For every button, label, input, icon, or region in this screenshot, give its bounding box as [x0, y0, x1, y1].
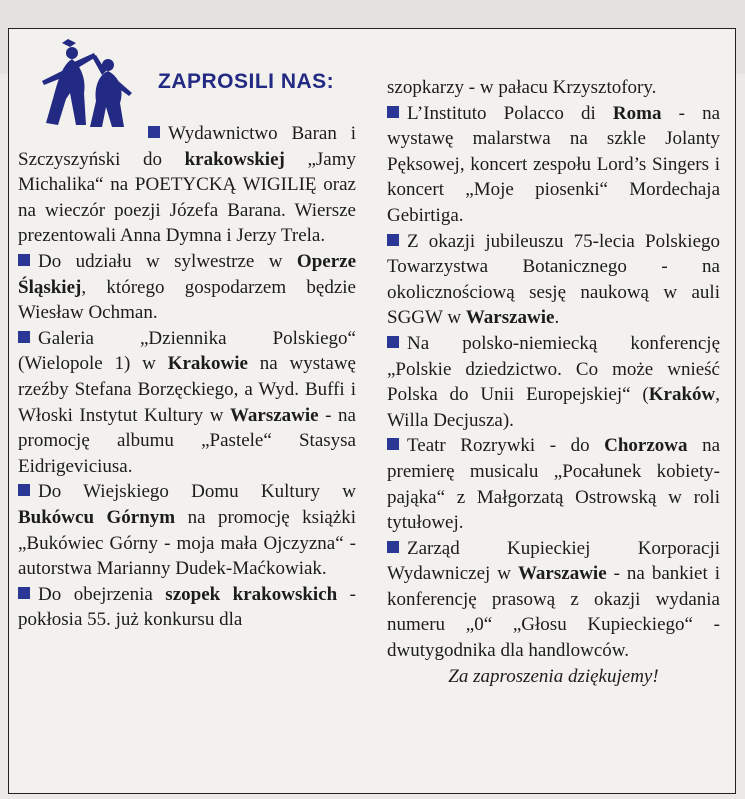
square-bullet-icon: [387, 541, 399, 553]
text-run: - na bankiet i konferencję prasową z okazji wydania numeru „0“ „Głosu Kupieckiego“ - dwutygodnika dla handlowców.: [387, 563, 720, 662]
text-run: Do obejrzenia: [38, 583, 166, 605]
square-bullet-icon: [18, 484, 30, 496]
bold-place-name: Warszawie: [517, 563, 607, 585]
bold-place-name: Warszawie: [229, 404, 319, 426]
square-bullet-icon: [18, 331, 30, 343]
text-run: Z okazji jubileuszu 75-lecia Polskiego Towarzystwa Botanicznego - na okolicznościową sesję naukową w auli SGGW w: [387, 230, 720, 329]
text-run: L’Instituto Polacco di: [407, 102, 613, 124]
list-item-botaniczne: [387, 229, 720, 331]
list-item-galeria: [18, 326, 356, 480]
left-column: [18, 121, 356, 633]
text-run: Wydawnictwo Baran i Szczyszyński do: [18, 123, 356, 170]
text-run: - pokłosia 55. już konkursu dla: [18, 583, 357, 631]
right-column: [387, 75, 720, 689]
list-item-kupiecki: [387, 536, 720, 664]
text-run: - na promocję albumu „Pastele“ Stasysa Eidrigeviciusa.: [18, 404, 356, 477]
bold-place-name: Bukówcu Górnym: [18, 506, 176, 528]
bold-place-name: Chorzowa: [604, 435, 688, 457]
dancing-couple-icon: [32, 35, 142, 135]
text-run: Galeria „Dziennika Polskiego“ (Wielopole 1) w: [18, 327, 356, 375]
square-bullet-icon: [18, 254, 30, 266]
text-run: Do udziału w sylwestrze w: [38, 250, 297, 272]
bold-place-name: krakowskiej: [184, 148, 285, 170]
square-bullet-icon: [18, 587, 30, 599]
text-run: na wystawę rzeźby Stefana Borzęckiego, a Wyd. Buffi i Włoski Instytut Kultury w: [18, 353, 356, 426]
square-bullet-icon: [387, 106, 399, 118]
text-run: Do Wiejskiego Domu Kultury w: [38, 481, 356, 503]
text-run: Na polsko-niemiecką konferencję „Polskie dziedzictwo. Co może wnieść Polska do Unii Europejskiej“ (: [387, 332, 720, 406]
text-run: Zarząd Kupieckiej Korporacji Wydawniczej w: [387, 537, 720, 585]
bold-place-name: Warszawie: [465, 307, 555, 329]
square-bullet-icon: [148, 126, 160, 138]
bold-place-name: Roma: [612, 102, 662, 124]
text-run: na promocję książki „Bukówiec Górny - moja mała Ojczyzna“ - autorstwa Marianny Dudek-Maćkowiak.: [18, 506, 356, 580]
text-run: „Jamy Michalika“ na POETYCKĄ WIGILIĘ oraz na wieczór poezji Józefa Barana. Wiersze prezentowali Anna Dymna i Jerzy Trela.: [18, 148, 356, 247]
section-heading: ZAPROSILI NAS:: [158, 70, 335, 93]
text-run: .: [554, 307, 560, 329]
list-item-szopki: [18, 582, 356, 633]
bold-place-name: szopek krakowskich: [165, 583, 338, 605]
square-bullet-icon: [387, 234, 399, 246]
square-bullet-icon: [387, 336, 399, 348]
text-run: - na wystawę malarstwa na szkle Jolanty Pęksowej, koncert zespołu Lord’s Singers i koncert „Moje piosenki“ Mordechaja Gebirtiga.: [387, 102, 721, 226]
list-item-baran: [18, 121, 356, 249]
list-item-opera: [18, 249, 356, 326]
list-item-rozrywka: [387, 433, 720, 535]
text-run: , Willa Decjusza).: [387, 384, 720, 431]
bold-place-name: Operze Śląskiej: [18, 250, 356, 298]
text-run: na premierę musicalu „Pocałunek kobiety-pająka“ z Małgorzatą Ostrowską w roli tytułowej.: [387, 435, 720, 534]
list-item-konferencja: [387, 331, 720, 433]
text-run: Teatr Rozrywki - do: [407, 435, 605, 457]
text-run: , którego gospodarzem będzie Wiesław Ochman.: [18, 276, 356, 324]
square-bullet-icon: [387, 438, 399, 450]
bold-place-name: Krakowie: [167, 353, 248, 375]
thanks-line: Za zaproszenia dziękujemy!: [448, 665, 659, 687]
bold-place-name: Kraków: [648, 384, 716, 406]
list-item-szopki-continued: [387, 75, 720, 101]
list-item-bukowiec: [18, 479, 356, 581]
text-run: szopkarzy - w pałacu Krzysztofory.: [387, 77, 657, 98]
list-item-roma: [387, 101, 720, 229]
